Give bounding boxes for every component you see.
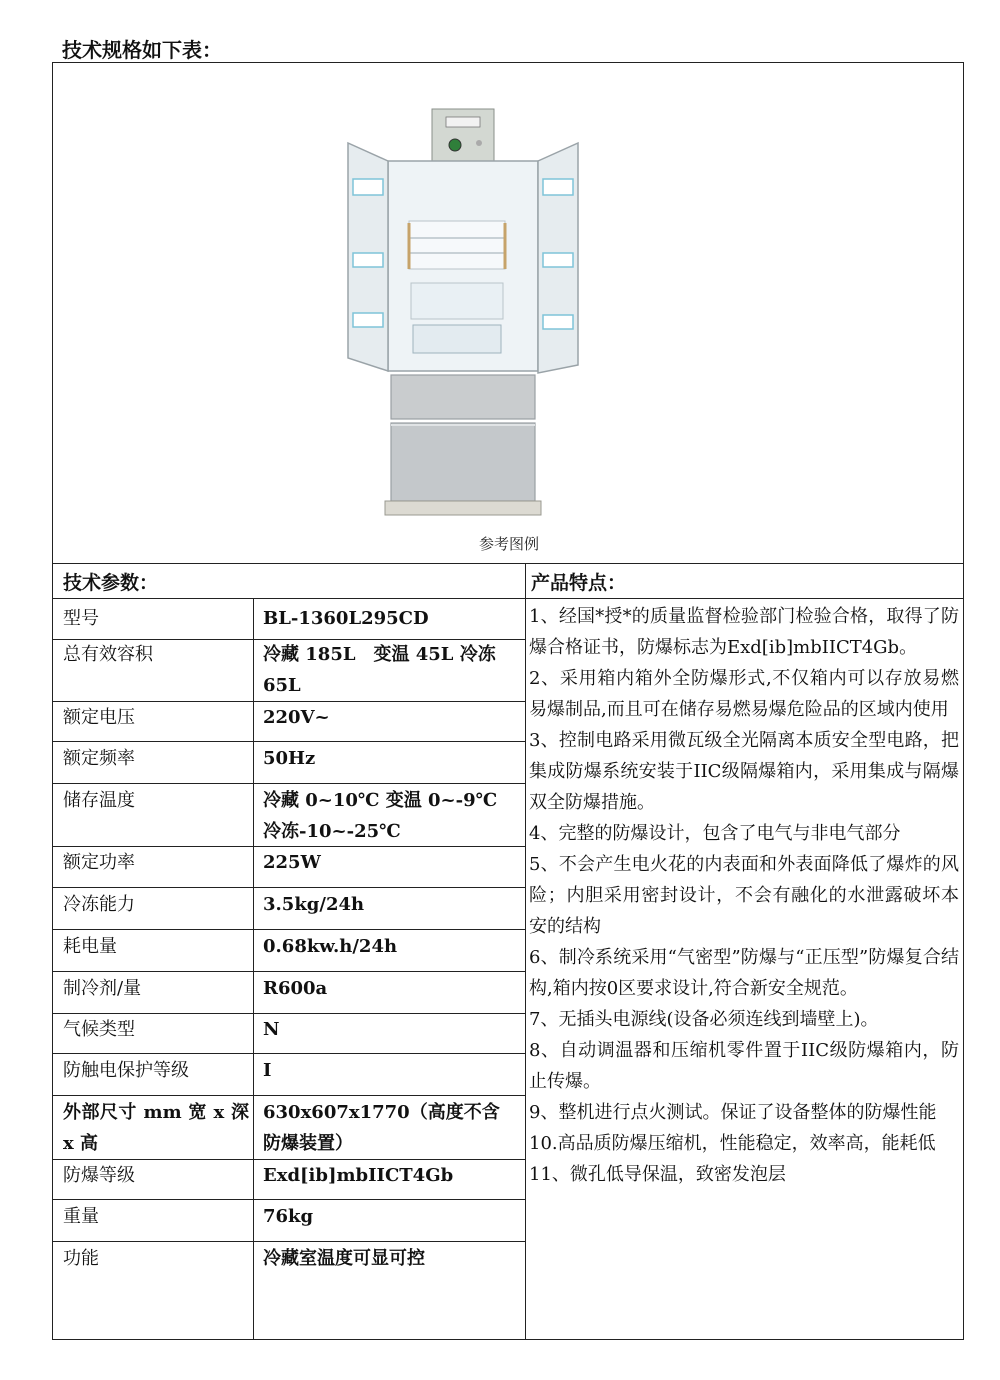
spec-label-voltage: 额定电压 xyxy=(63,707,135,728)
row-divider xyxy=(53,1199,525,1200)
left-header: 技术参数： xyxy=(63,572,159,594)
spec-value-consumption: 0.68kw.h/24h xyxy=(263,936,398,957)
column-divider xyxy=(253,598,254,1339)
row-divider xyxy=(53,563,963,564)
spec-value-power: 225W xyxy=(263,852,321,873)
row-divider xyxy=(53,741,525,742)
feature-item: 7、无插头电源线(设备必须连线到墙壁上)。 xyxy=(529,1009,879,1030)
feature-item: 3、控制电路采用微瓦级全光隔离本质安全型电路，把集成防爆系统安装于IIC级隔爆箱内，采用集成与隔爆双全防爆措施。 xyxy=(529,730,959,813)
feature-item: 9、整机进行点火测试。保证了设备整体的防爆性能 xyxy=(529,1102,937,1123)
refrigerator-image xyxy=(333,103,593,523)
feature-list xyxy=(529,601,959,1190)
feature-item: 8、自动调温器和压缩机零件置于IIC级防爆箱内，防止传爆。 xyxy=(529,1040,959,1092)
spec-label-model: 型号 xyxy=(63,608,99,629)
row-divider xyxy=(53,1241,525,1242)
spec-label-ex-rating: 防爆等级 xyxy=(63,1165,135,1186)
feature-item: 6、制冷系统采用“气密型”防爆与“正压型”防爆复合结构,箱内按0区要求设计,符合新安全规范。 xyxy=(529,947,959,999)
spec-label-freezing-capacity: 冷冻能力 xyxy=(63,894,135,915)
spec-value-dimensions: 630x607x1770（高度不含防爆装置） xyxy=(263,1102,500,1154)
spec-value-freezing-capacity: 3.5kg/24h xyxy=(263,894,365,915)
feature-item: 10.高品质防爆压缩机，性能稳定，效率高，能耗低 xyxy=(529,1133,936,1154)
spec-value-model: BL-1360L295CD xyxy=(263,608,429,629)
spec-label-climate: 气候类型 xyxy=(63,1019,135,1040)
spec-label-function: 功能 xyxy=(63,1248,99,1269)
row-divider xyxy=(53,1053,525,1054)
spec-label-frequency: 额定频率 xyxy=(63,748,135,769)
spec-value-ex-rating: Exd[ib]mbIICT4Gb xyxy=(263,1165,454,1186)
spec-value-temperature: 冷藏 0~10℃ 变温 0~-9℃ 冷冻-10~-25℃ xyxy=(263,790,498,842)
row-divider xyxy=(53,971,525,972)
feature-item: 4、完整的防爆设计，包含了电气与非电气部分 xyxy=(529,823,901,844)
row-divider xyxy=(53,1095,525,1096)
spec-label-temperature: 储存温度 xyxy=(63,790,135,811)
page-heading: 技术规格如下表： xyxy=(62,38,222,62)
column-divider xyxy=(525,563,526,1339)
right-header: 产品特点： xyxy=(531,572,627,594)
row-divider xyxy=(53,783,525,784)
spec-value-refrigerant: R600a xyxy=(263,978,328,999)
spec-label-volume: 总有效容积 xyxy=(63,644,153,665)
spec-label-refrigerant: 制冷剂/量 xyxy=(63,978,142,999)
feature-item: 2、采用箱内箱外全防爆形式,不仅箱内可以存放易燃易爆制品,而且可在储存易燃易爆危险品的区域内使用 xyxy=(529,668,959,720)
spec-label-consumption: 耗电量 xyxy=(63,936,117,957)
feature-item: 5、不会产生电火花的内表面和外表面降低了爆炸的风险；内胆采用密封设计，不会有融化的水泄露破坏本安的结构 xyxy=(529,854,959,937)
row-divider xyxy=(53,887,525,888)
spec-value-climate: N xyxy=(263,1019,280,1040)
image-caption: 参考图例 xyxy=(478,535,539,553)
feature-item: 1、经国*授*的质量监督检验部门检验合格，取得了防爆合格证书，防爆标志为Exd[ib]mbIICT4Gb。 xyxy=(529,606,959,658)
spec-value-shock-protection: I xyxy=(263,1060,272,1081)
spec-value-weight: 76kg xyxy=(263,1206,314,1227)
spec-label-shock-protection: 防触电保护等级 xyxy=(63,1060,189,1081)
spec-value-volume: 冷藏 185L 变温 45L 冷冻 65L xyxy=(263,644,496,696)
spec-value-frequency: 50Hz xyxy=(263,748,316,769)
spec-value-function: 冷藏室温度可显可控 xyxy=(263,1248,425,1269)
row-divider xyxy=(53,929,525,930)
spec-label-power: 额定功率 xyxy=(63,852,135,873)
row-divider xyxy=(53,598,963,599)
spec-label-weight: 重量 xyxy=(63,1206,99,1227)
spec-label-dimensions: 外部尺寸 mm 宽 x 深 x 高 xyxy=(63,1102,249,1154)
spec-table xyxy=(52,62,964,1340)
feature-item: 11、微孔低导保温，致密发泡层 xyxy=(529,1164,786,1185)
spec-value-voltage: 220V~ xyxy=(263,707,330,728)
